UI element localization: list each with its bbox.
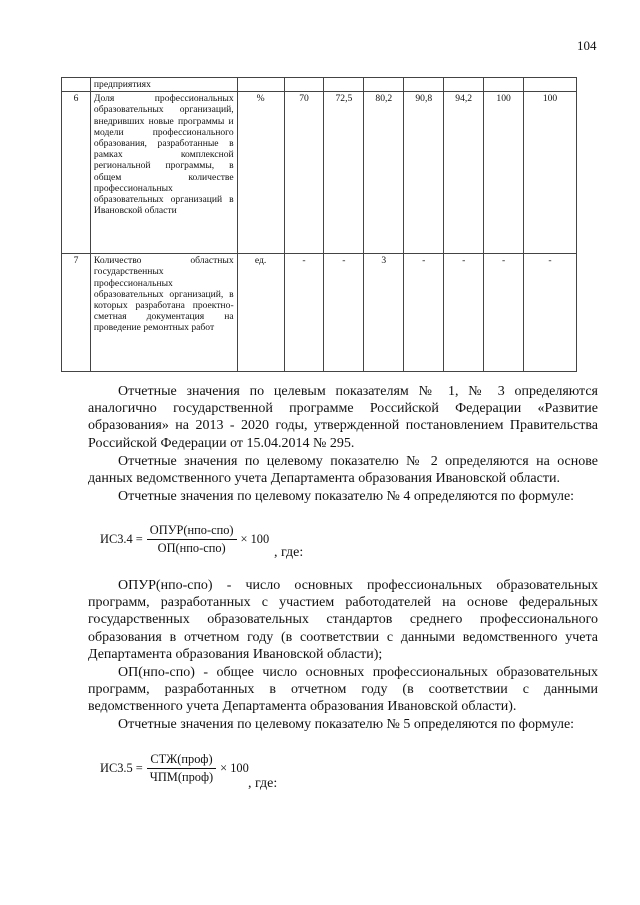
formula-numerator: СТЖ(проф) — [147, 752, 215, 769]
value-cell: 72,5 — [324, 92, 364, 254]
paragraph-indicators-1-3: Отчетные значения по целевым показателям № 1, № 3 определяются аналогично государственной программе Российской Федерации «Развитие образования» на 2013 - 2020 годы, утвержденной постановлением Правительства Российской Федерации от 15.04.2014 № 295. — [88, 384, 598, 451]
value-cell: - — [484, 254, 524, 372]
value-cell — [284, 78, 324, 92]
value-cell — [324, 78, 364, 92]
value-cell — [404, 78, 444, 92]
row-number: 6 — [62, 92, 91, 254]
value-cell: 3 — [364, 254, 404, 372]
indicator-name: предприятиях — [90, 78, 237, 92]
paragraph-indicator-5-intro: Отчетные значения по целевому показателю № 5 определяются по формуле: — [118, 717, 575, 732]
formula-fraction — [147, 752, 216, 785]
value-cell: 94,2 — [444, 92, 484, 254]
value-cell: 70 — [284, 92, 324, 254]
row-number — [62, 78, 91, 92]
indicator-table — [61, 77, 577, 372]
value-cell: 100 — [524, 92, 577, 254]
unit-cell: ед. — [237, 254, 284, 372]
value-cell: - — [324, 254, 364, 372]
page-number: 104 — [577, 38, 597, 53]
value-cell — [524, 78, 577, 92]
paragraph-op-definition: ОП(нпо-спо) - общее число основных профессиональных образовательных программ, разработанных в отчетном году (в соответствии с данными ведомственного учета Департамента образования Ивановской области). — [88, 665, 598, 715]
value-cell: 100 — [484, 92, 524, 254]
paragraph-indicator-4-intro: Отчетные значения по целевому показателю № 4 определяются по формуле: — [118, 489, 575, 504]
formula-lhs: ИС3.4 = — [100, 532, 143, 546]
formula-denominator: ЧПМ(проф) — [149, 770, 214, 784]
value-cell: 80,2 — [364, 92, 404, 254]
formula-lhs: ИС3.5 = — [100, 761, 143, 775]
table-row — [62, 78, 577, 92]
formula-is-3-4 — [100, 523, 269, 556]
formula-factor: × 100 — [240, 532, 270, 546]
table-row — [62, 92, 577, 254]
formula-is-3-5 — [100, 752, 249, 785]
indicator-name: Количество областных государственных профессиональных образовательных организаций, в которых разработана проектно-сметная документация на проведение ремонтных работ — [90, 254, 237, 372]
formula-where: , где: — [248, 776, 278, 791]
indicator-name: Доля профессиональных образовательных организаций, внедривших новые программы и модели профессионального образования, разработанные в рамках комплексной региональной программы, в общем количестве профессиональных образовательных организаций в Ивановской области — [90, 92, 237, 254]
value-cell — [444, 78, 484, 92]
formula-fraction — [147, 523, 237, 556]
value-cell: 90,8 — [404, 92, 444, 254]
value-cell — [364, 78, 404, 92]
paragraph-indicator-2: Отчетные значения по целевому показателю № 2 определяются на основе данных ведомственного учета Департамента образования Ивановской области. — [88, 454, 598, 487]
formula-factor: × 100 — [220, 761, 249, 775]
formula-numerator: ОПУР(нпо-спо) — [147, 523, 237, 540]
unit-cell — [237, 78, 284, 92]
value-cell: - — [524, 254, 577, 372]
paragraph-opur-definition: ОПУР(нпо-спо) - число основных профессиональных образовательных программ, разработанных с участием работодателей на основе федеральных государственных образовательных стандартов среднего профессионального образования в отчетном году (в соответствии с данными ведомственного учета Департамента образования Ивановской области); — [88, 578, 598, 662]
value-cell: - — [404, 254, 444, 372]
value-cell: - — [284, 254, 324, 372]
table-row — [62, 254, 577, 372]
value-cell: - — [444, 254, 484, 372]
formula-denominator: ОП(нпо-спо) — [157, 541, 226, 555]
row-number: 7 — [62, 254, 91, 372]
value-cell — [484, 78, 524, 92]
formula-where: , где: — [274, 545, 304, 560]
unit-cell: % — [237, 92, 284, 254]
